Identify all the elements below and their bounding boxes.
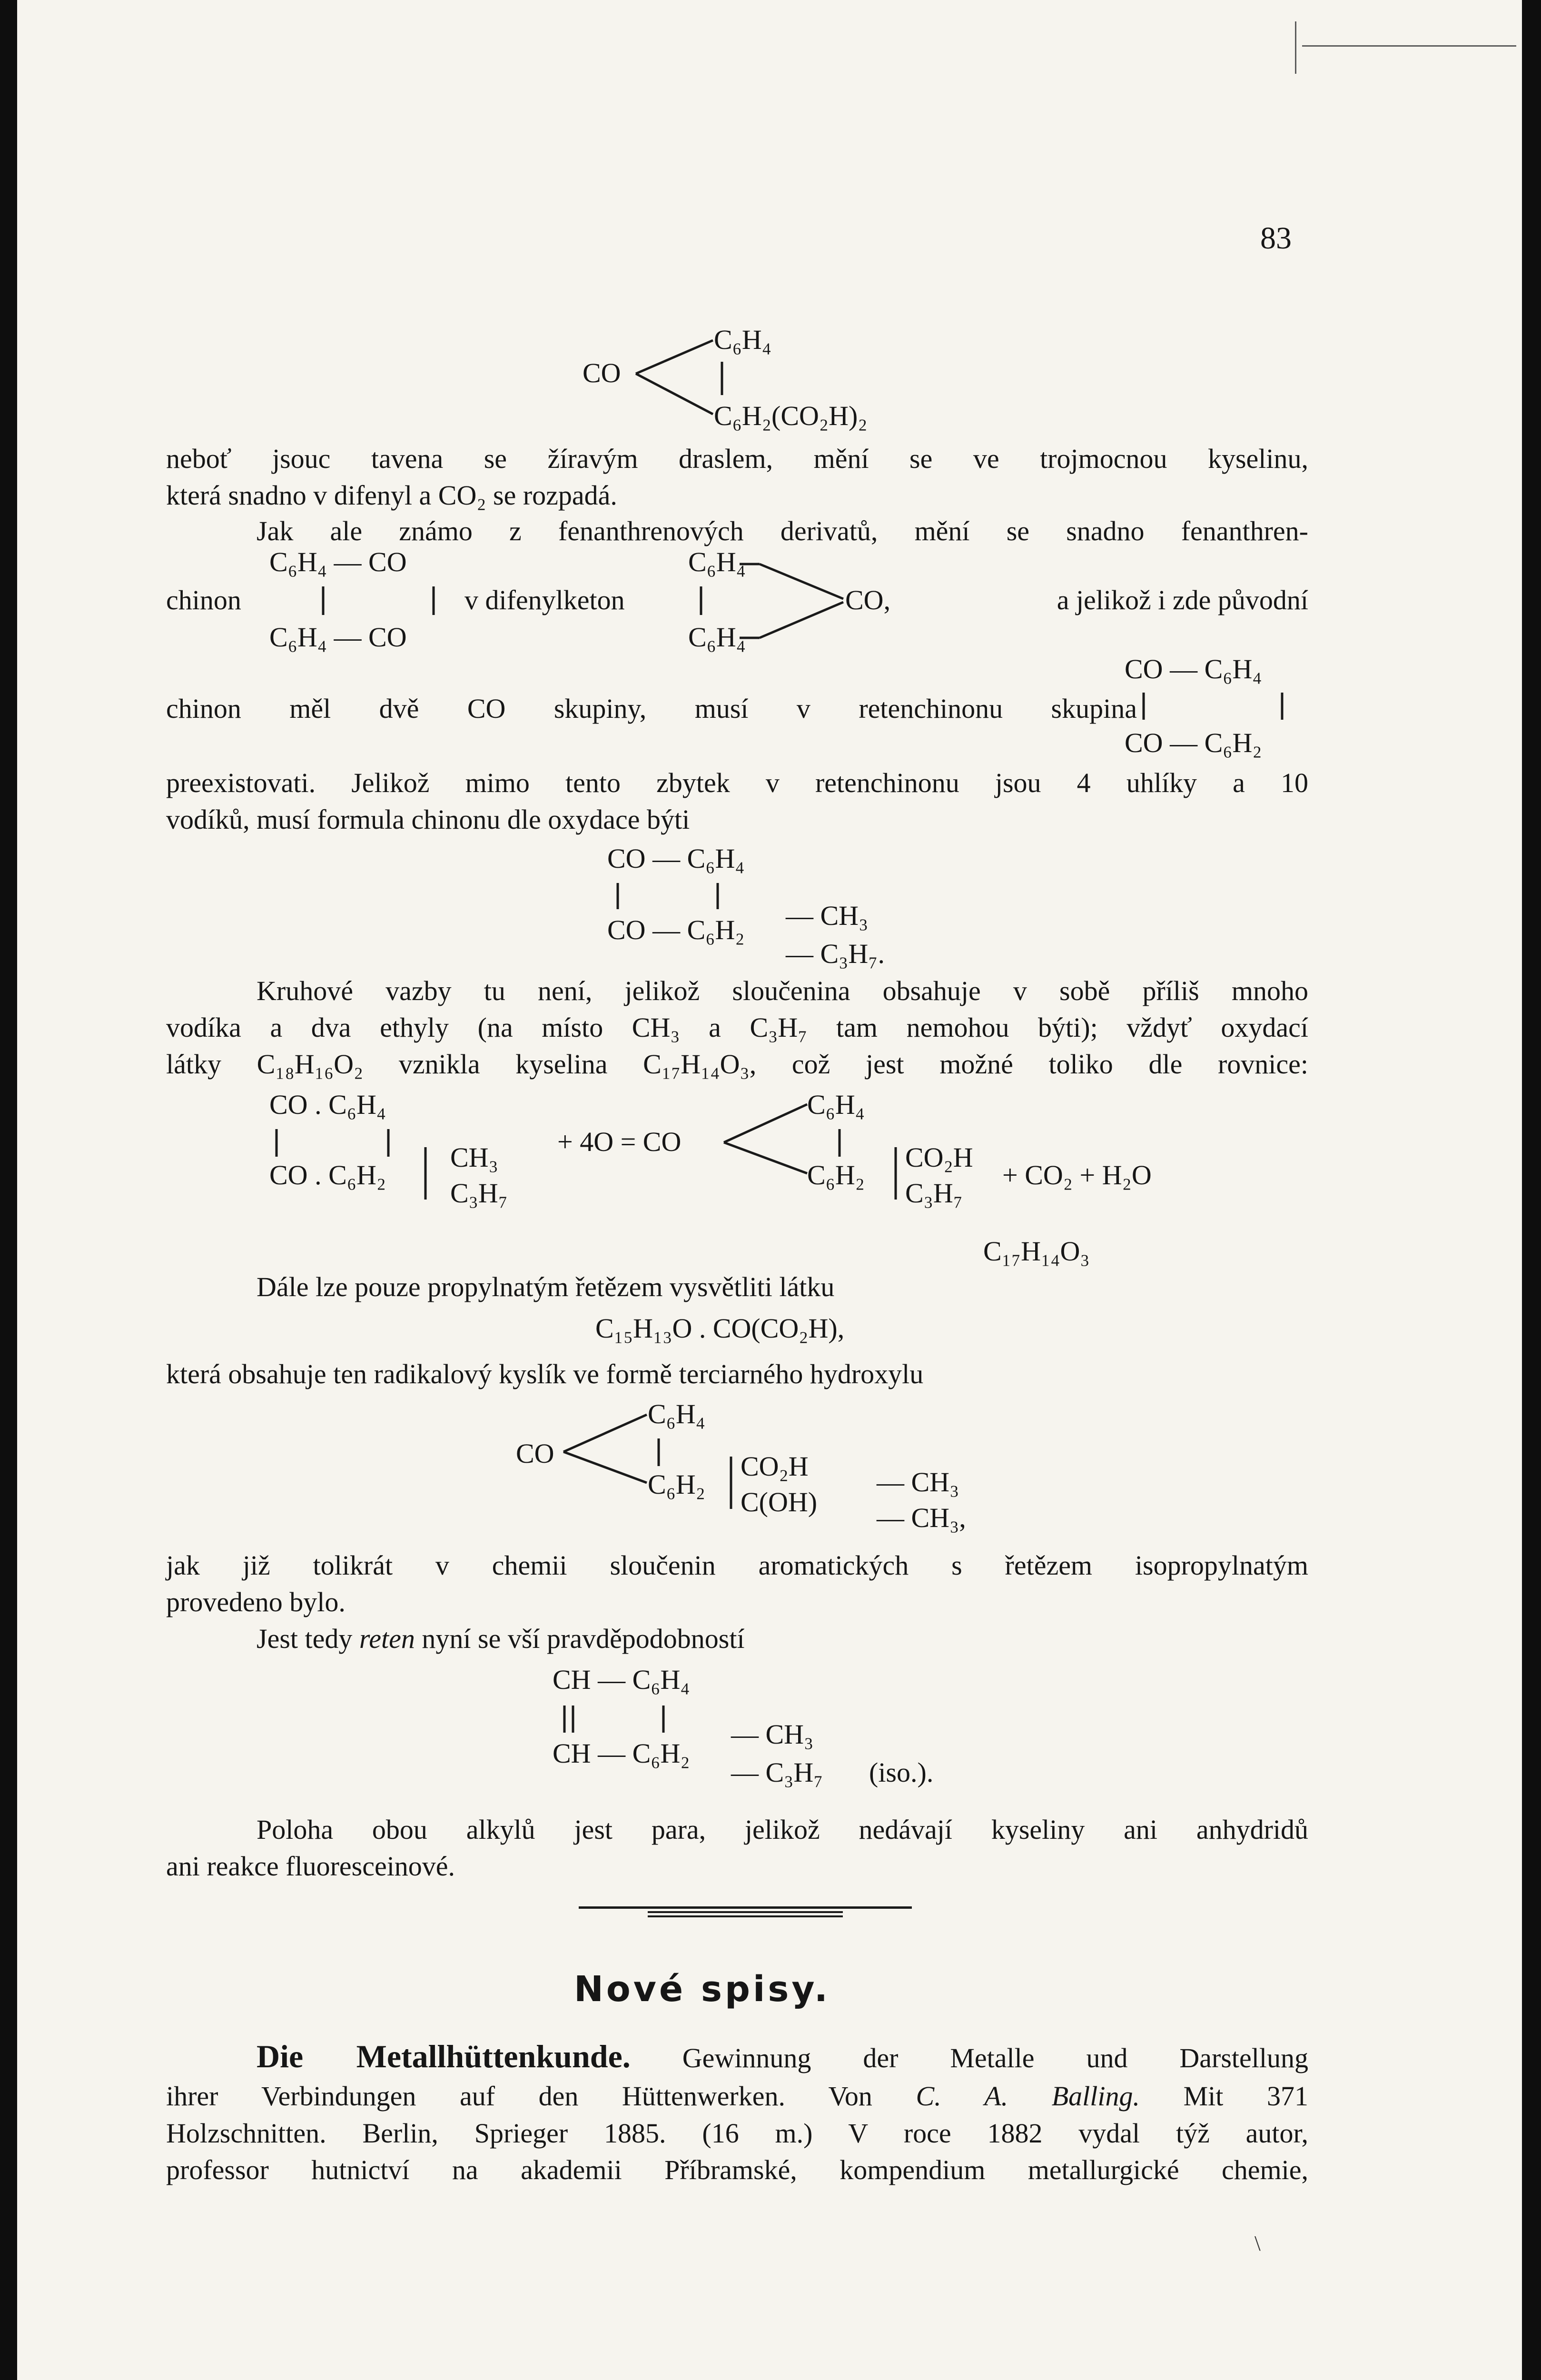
retenchinon-group-top: CO — C₆H₄ [1125, 654, 1262, 684]
eq-right-top: C₆H₄ [807, 1089, 865, 1120]
retenchinon-group-bottom: CO — C₆H₂ [1125, 727, 1262, 758]
ketone-top: C₆H₄ [688, 546, 746, 577]
formula-1-top: C₆H₄ [714, 324, 772, 355]
formula-1-left: CO [583, 357, 621, 388]
p2-line-4: preexistovati. Jelikož mimo tento zbytek v retenchinonu jsou 4 uhlíky a 10 [166, 767, 1308, 798]
paragraph-5 [166, 1547, 1308, 1657]
p1-line-2: která snadno v difenyl a CO₂ se rozpadá. [166, 480, 617, 511]
formula-4-bonds [17, 0, 1522, 2380]
paragraph-3-cont [166, 1009, 1308, 1082]
review-paragraph [166, 2035, 1308, 2188]
formula-1-bonds [17, 0, 1522, 2380]
p6-line-1: Poloha obou alkylů jest para, jelikož nedávají kyseliny ani anhydridů [257, 1814, 1308, 1845]
formula-4-bottom: CH — C₆H₂ [553, 1738, 690, 1769]
review-line-1-rest: Gewinnung der Metalle und Darstellung [630, 2043, 1308, 2073]
review-line-3: Holzschnitten. Berlin, Sprieger 1885. (16 m.) V roce 1882 vydal týž autor, [166, 2117, 1308, 2149]
eq-right-sub-2: C₃H₇ [905, 1178, 963, 1209]
review-line-4: professor hutnictví na akademii Příbramské, kompendium metallurgické chemie, [166, 2154, 1308, 2185]
formula-3-sub-1: CO₂H [741, 1451, 809, 1482]
ketone-co: CO, [845, 585, 891, 615]
formula-2-bonds [17, 0, 1522, 2380]
section-title: Nové spisy. [574, 1969, 830, 2010]
scan-artifact-line [1295, 21, 1296, 74]
eq-right-bottom: C₆H₂ [807, 1160, 865, 1190]
equation-bonds [17, 0, 1522, 2380]
formula-3-bonds [17, 0, 1522, 2380]
word-chinon: chinon [166, 585, 241, 615]
p5-line-3-italic: reten [359, 1623, 415, 1655]
p6-line-2: ani reakce fluoresceinové. [166, 1851, 455, 1882]
formula-3-top: C₆H₄ [648, 1398, 706, 1429]
review-line-1 [166, 2035, 1308, 2078]
paragraph-1 [166, 440, 1308, 514]
p5-line-3-post: nyní se vší pravděpodobností [415, 1623, 745, 1655]
paragraph-2-end [166, 764, 1308, 838]
paragraph-2-line-1 [166, 513, 1308, 549]
eq-tail: + CO₂ + H₂O [1002, 1160, 1152, 1190]
formula-4-note: (iso.). [869, 1757, 934, 1788]
p3-line-3: látky C₁₈H₁₆O₂ vznikla kyselina C₁₇H₁₄O₃, což jest možné toliko dle rovnice: [166, 1049, 1308, 1080]
review-line-2-pre: ihrer Verbindungen auf den Hüttenwerken. Von [166, 2081, 916, 2112]
eq-right-sub-1: CO₂H [905, 1142, 973, 1173]
paragraph-3 [166, 972, 1308, 1009]
formula-4-sub-1: — CH₃ [731, 1719, 814, 1750]
scan-artifact-edge [1302, 45, 1516, 47]
formula-2-sub-1: — CH₃ [786, 900, 869, 931]
formula-2-top: CO — C₆H₄ [607, 843, 745, 874]
eq-plus-oxygen: + 4O = CO [557, 1126, 682, 1157]
paragraph-6 [166, 1811, 1308, 1848]
p3-line-2: vodíka a dva ethyly (na místo CH₃ a C₃H₇ tam nemohou býti); vždyť oxydací [166, 1012, 1308, 1043]
p5-line-2: provedeno bylo. [166, 1587, 346, 1618]
formula-3-end-2: — CH₃, [877, 1502, 966, 1533]
review-title: Die Metallhüttenkunde. [257, 2038, 631, 2074]
p5-line-1: jak již tolikrát v chemii sloučenin aromatických s řetězem isopropylnatým [166, 1550, 1308, 1581]
chinon-bonds [17, 0, 1522, 2380]
p5-line-3-pre: Jest tedy [257, 1623, 359, 1655]
paragraph-4-cont [166, 1356, 1308, 1392]
formula-1-bottom: C₆H₂(CO₂H)₂ [714, 400, 868, 431]
separator-line-3 [648, 1915, 843, 1917]
formula-4-sub-2: — C₃H₇ [731, 1757, 823, 1788]
p3-line-1: Kruhové vazby tu není, jelikož sloučenina obsahuje v sobě příliš mnoho [257, 975, 1308, 1006]
p2-line-3: chinon měl dvě CO skupiny, musí v retenchinonu skupina [166, 693, 1137, 724]
formula-3-end-1: — CH₃ [877, 1467, 959, 1497]
p2-line-5: vodíků, musí formula chinonu dle oxydace býti [166, 804, 690, 835]
review-line-2 [166, 2078, 1308, 2114]
separator-line-2 [648, 1911, 843, 1913]
eq-left-sub-1: CH₃ [450, 1142, 498, 1173]
eq-product: C₁₇H₁₄O₃ [983, 1236, 1090, 1267]
p2-line-3-wrap [166, 690, 1137, 727]
paragraph-6-cont [166, 1848, 1308, 1884]
ketone-bottom: C₆H₄ [688, 622, 746, 653]
chinon-formula-bottom: C₆H₄ — CO [269, 622, 407, 653]
stray-mark: \ [1255, 2231, 1261, 2255]
eq-left-top: CO . C₆H₄ [269, 1089, 386, 1120]
eq-left-sub-2: C₃H₇ [450, 1178, 508, 1209]
p4-line-1: Dále lze pouze propylnatým řetězem vysvětliti látku [257, 1271, 835, 1302]
formula-2-bottom: CO — C₆H₂ [607, 914, 745, 945]
p2-line-1: Jak ale známo z fenanthrenových derivatů, mění se snadno fenanthren- [257, 516, 1308, 546]
eq-left-bottom: CO . C₆H₂ [269, 1160, 386, 1190]
chinon-formula-top: C₆H₄ — CO [269, 546, 407, 577]
p1-line-1: neboť jsouc tavena se žíravým draslem, mění se ve trojmocnou kyselinu, [166, 443, 1308, 474]
paragraph-4 [166, 1269, 1308, 1305]
separator-line-1 [579, 1906, 912, 1909]
line-end-puvodni: a jelikož i zde původní [1057, 585, 1308, 615]
word-difenylketon: v difenylketon [464, 585, 625, 615]
p4-formula: C₁₅H₁₃O . CO(CO₂H), [595, 1313, 845, 1344]
formula-4-top: CH — C₆H₄ [553, 1664, 690, 1695]
retenchinon-bonds [17, 0, 1522, 2380]
formula-3-left: CO [516, 1438, 554, 1469]
formula-3-bottom: C₆H₂ [648, 1469, 706, 1500]
formula-2-sub-2: — C₃H₇. [786, 938, 885, 969]
review-line-2-post: Mit 371 [1140, 2081, 1308, 2112]
review-author: C. A. Balling. [916, 2081, 1140, 2112]
p4-line-2: která obsahuje ten radikalový kyslík ve formě terciarného hydroxylu [166, 1359, 924, 1389]
formula-3-sub-2: C(OH) [741, 1487, 818, 1517]
book-page [17, 0, 1522, 2380]
page-number: 83 [1260, 221, 1292, 256]
p5-line-3 [166, 1620, 1308, 1657]
